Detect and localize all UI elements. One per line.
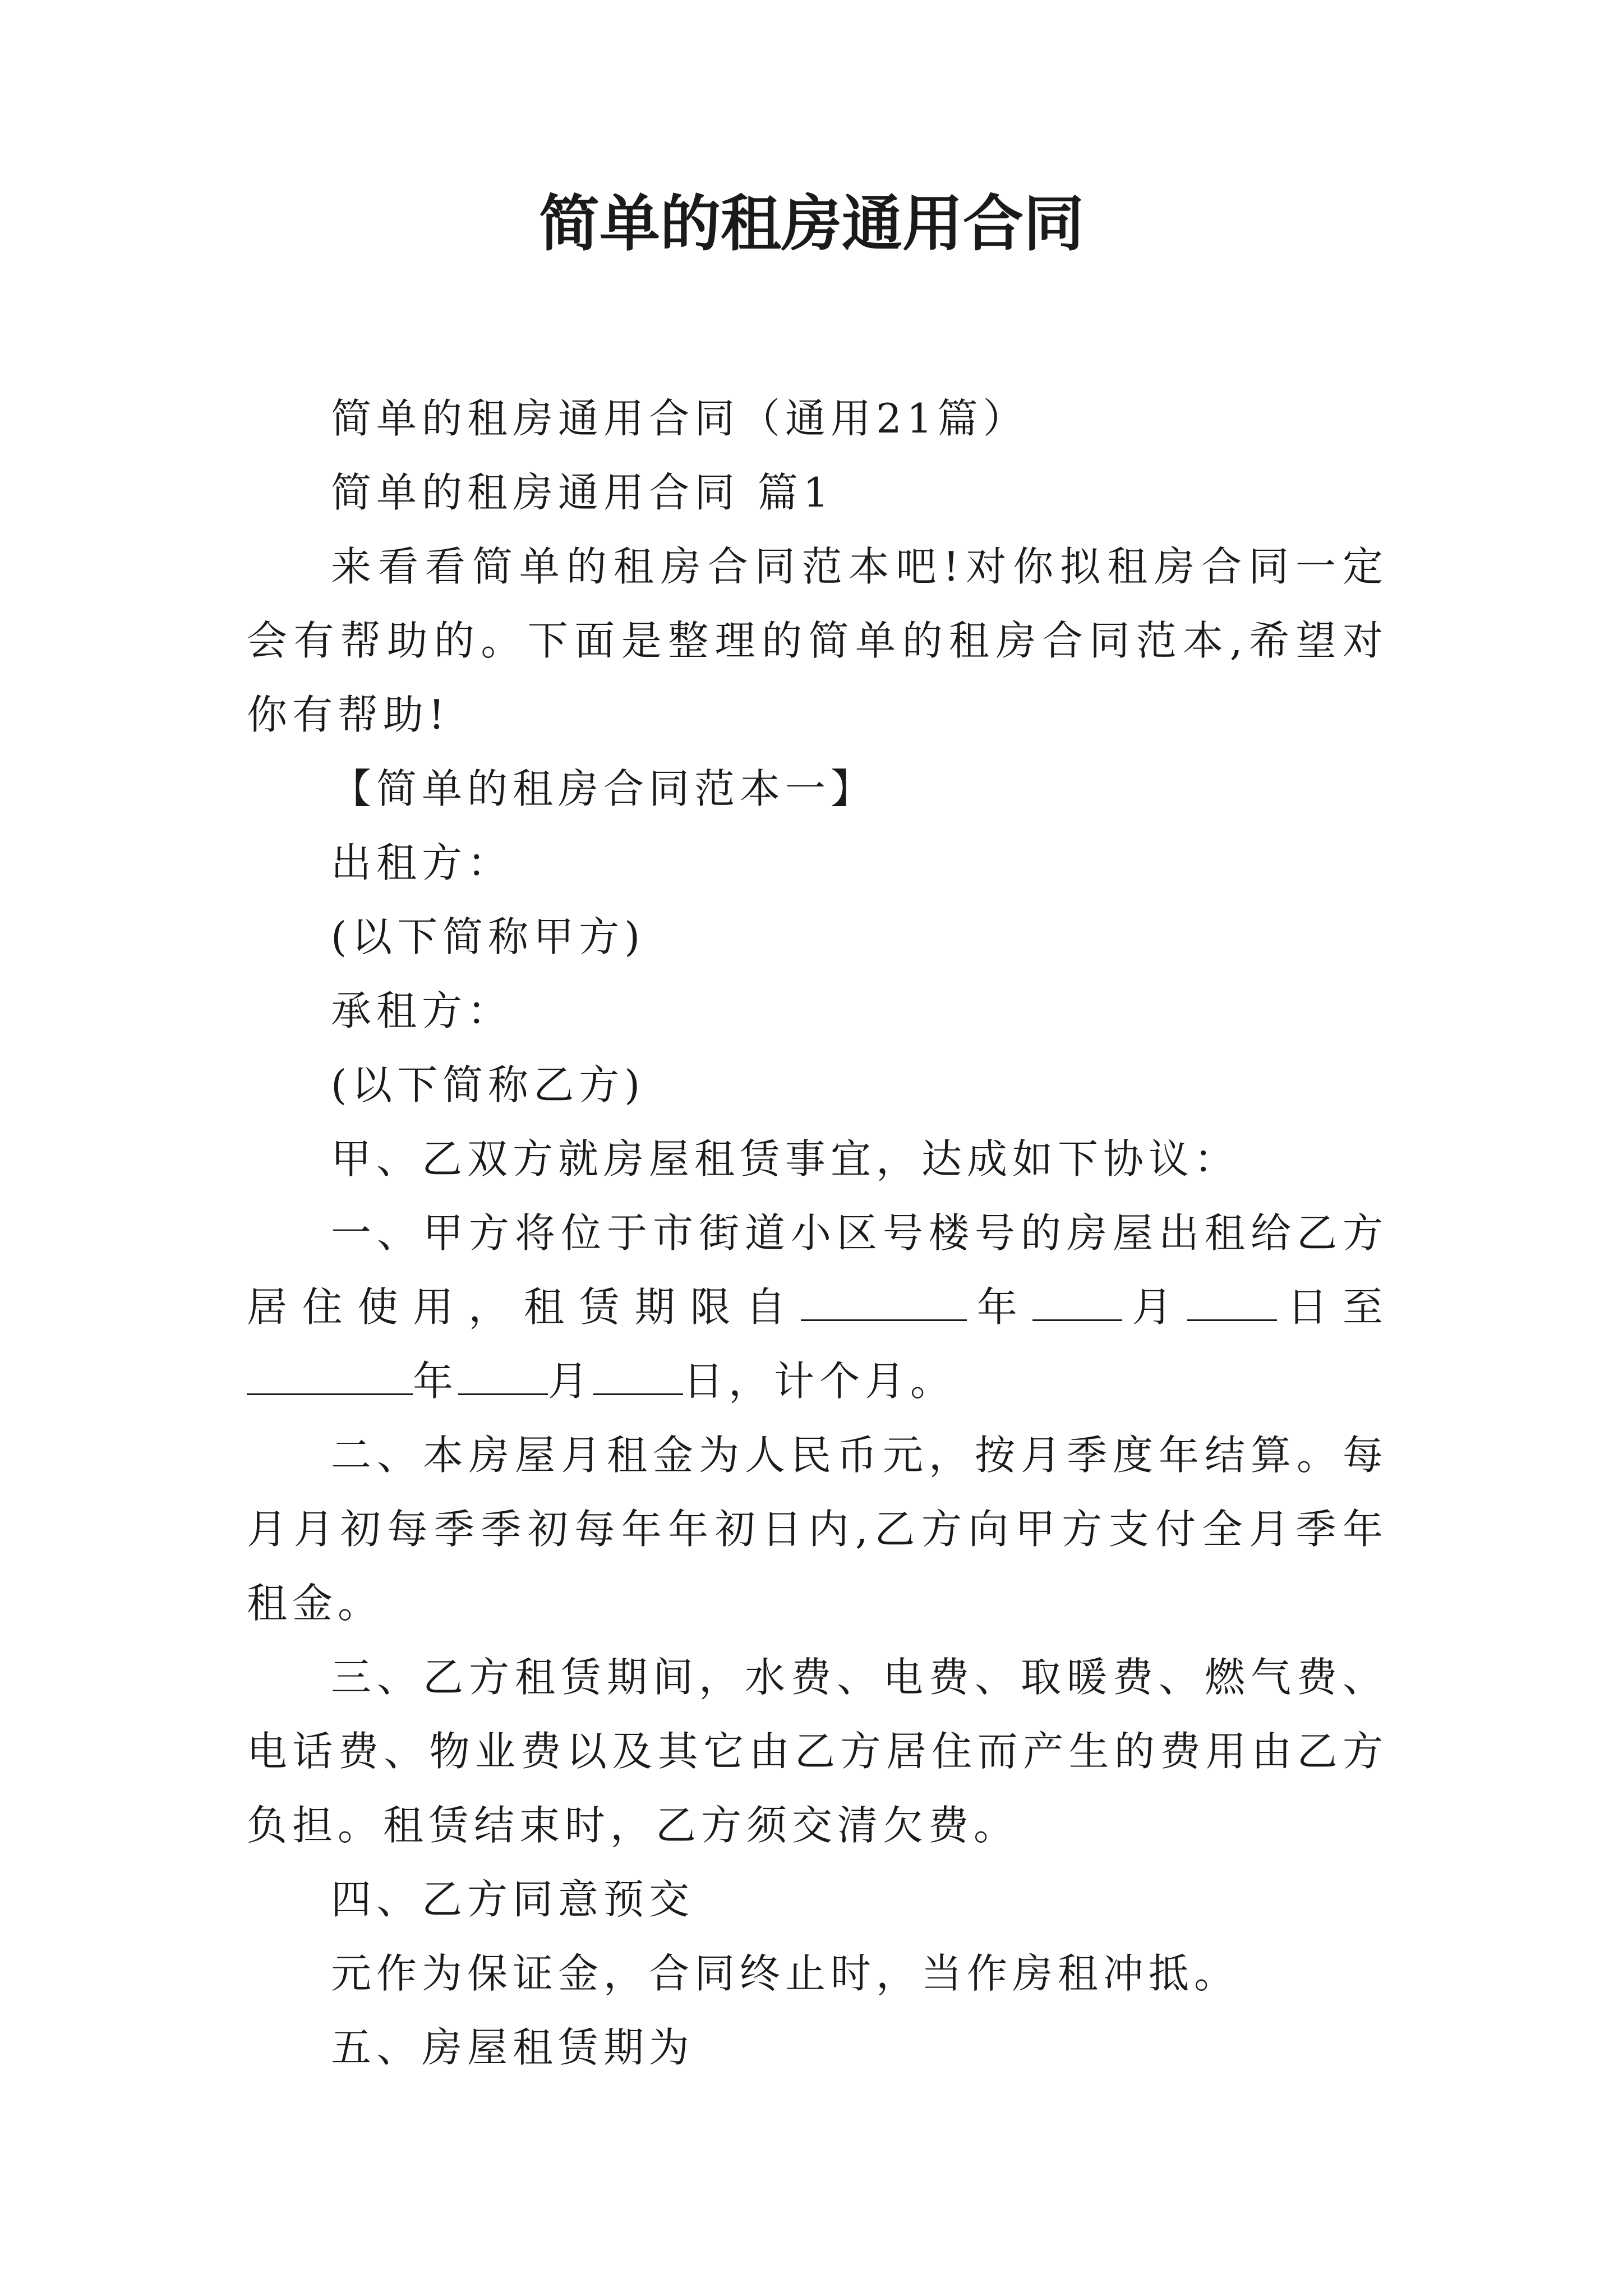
day-to-label: 日至 [1277, 1283, 1388, 1331]
month-label: 月 [1122, 1283, 1188, 1331]
paragraph-clause-2: 二、本房屋月租金为人民币元，按月季度年结算。每月月初每季季初每年年初日内,乙方向甲方支付全月季年租金。 [247, 1432, 1388, 1627]
paragraph-clause-4-cont: 元作为保证金，合同终止时，当作房租冲抵。 [331, 1950, 1240, 1997]
paragraph-clause-5: 五、房屋租赁期为 [331, 2024, 695, 2071]
start-day-blank [1187, 1285, 1277, 1321]
end-day-blank [593, 1359, 683, 1395]
paragraph-lessee: 承租方： [331, 987, 513, 1034]
start-month-blank [1032, 1285, 1122, 1321]
clause-1-text: 一、甲方将位于市街道小区号楼号的房屋出租给乙方居住使用，租赁期限自 [247, 1209, 1388, 1331]
end-day-label: 日，计个月。 [683, 1358, 956, 1405]
paragraph-section-heading: 简单的租房通用合同 篇1 [331, 469, 834, 516]
end-month-blank [458, 1359, 548, 1395]
document-title: 简单的租房通用合同 [538, 189, 1084, 259]
paragraph-clause-3: 三、乙方租赁期间，水费、电费、取暖费、燃气费、电话费、物业费以及其它由乙方居住而产生的费用由乙方负担。租赁结束时，乙方须交清欠费。 [247, 1654, 1388, 1849]
year-label: 年 [967, 1283, 1032, 1331]
end-year-blank [247, 1359, 413, 1395]
end-month-label: 月 [548, 1358, 594, 1405]
paragraph-party-a-note: (以下简称甲方) [331, 913, 645, 960]
paragraph-clause-4: 四、乙方同意预交 [331, 1876, 695, 1923]
paragraph-agreement: 甲、乙双方就房屋租赁事宜，达成如下协议： [331, 1135, 1240, 1182]
paragraph-intro: 来看看简单的租房合同范本吧!对你拟租房合同一定会有帮助的。下面是整理的简单的租房合同范本,希望对你有帮助! [247, 543, 1388, 738]
start-year-blank [801, 1285, 967, 1321]
document-body [247, 381, 1388, 2085]
paragraph-subtitle: 简单的租房通用合同（通用21篇） [331, 395, 1029, 442]
paragraph-clause-1 [247, 1196, 1388, 1418]
paragraph-party-b-note: (以下简称乙方) [331, 1061, 645, 1108]
paragraph-lessor: 出租方： [331, 839, 513, 886]
paragraph-sample-heading: 【简单的租房合同范本一】 [331, 765, 877, 812]
end-year-label: 年 [413, 1358, 459, 1405]
